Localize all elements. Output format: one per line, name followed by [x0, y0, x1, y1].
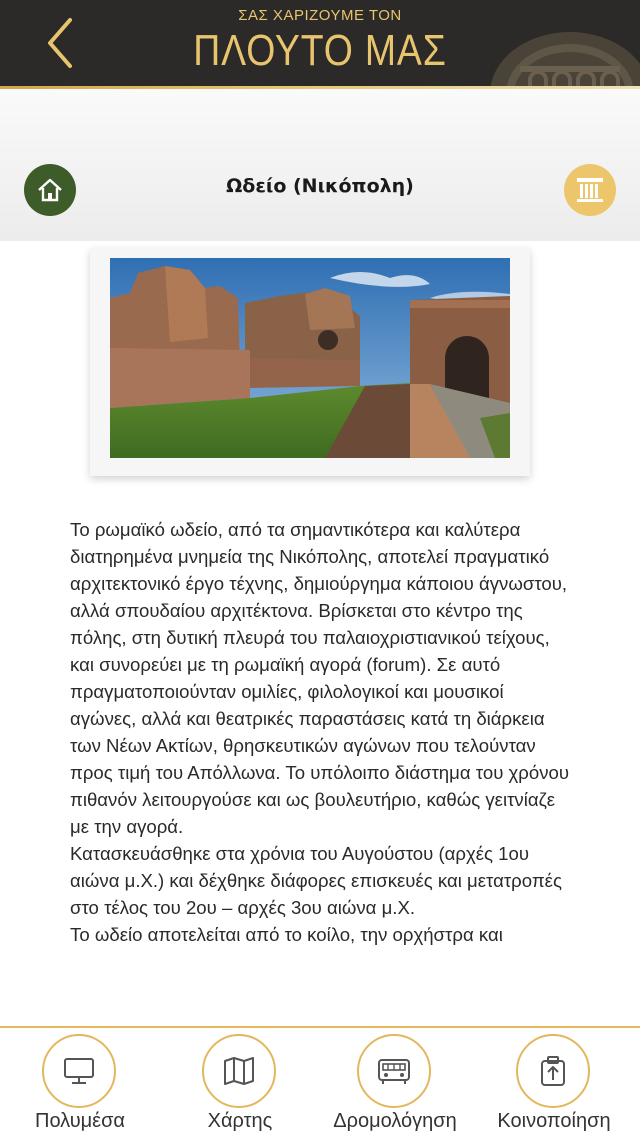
pillar-icon: [574, 175, 606, 205]
nav-routing[interactable]: [315, 1032, 475, 1136]
brand-subtitle: ΣΑΣ ΧΑΡΙΖΟΥΜΕ ΤΟΝ: [238, 7, 402, 24]
nav-multimedia-label: Πολυμέσα: [35, 1110, 125, 1132]
article-paragraph: Το ωδείο αποτελείται από το κοίλο, την ορχήστρα και: [70, 924, 503, 945]
monument-photo[interactable]: [110, 258, 510, 458]
nav-map-button[interactable]: [202, 1034, 276, 1108]
map-icon: [221, 1054, 257, 1088]
article-body: [70, 516, 570, 1028]
nav-share-label: Κοινοποίηση: [497, 1110, 611, 1132]
nav-multimedia-button[interactable]: [42, 1034, 116, 1108]
bus-icon: [375, 1054, 413, 1088]
nav-routing-button[interactable]: [357, 1034, 431, 1108]
article-paragraph: Το ρωμαϊκό ωδείο, από τα σημαντικότερα και καλύτερα διατηρημένα μνημεία της Νικόπολης, αποτελεί πραγματικό αρχιτεκτονικό έργο τέχνης, δημιούργημα κάποιου άγνωστου, αλλά σπουδαίου αρχιτέκτονα. Βρίσκεται στο κέντρο της πόλης, στη δυτική πλευρά του παλαιοχριστιανικού τείχους, και συνορεύει με τη ρωμαϊκή αγορά (forum). Σε αυτό πραγματοποιούνταν ομιλίες, φιλολογικοί και μουσικοί αγώνες, αλλά και θεατρικές παραστάσεις κατά τη διάρκεια των Νέων Ακτίων, θρησκευτικών αγώνων που τελούνταν προς τιμή του Απόλλωνα. Το υπόλοιπο διάστημα του χρόνου πιθανόν λειτουργούσε και ως βουλευτήριο, καθώς γειτνίαζε με την αγορά.: [70, 519, 570, 837]
nav-map[interactable]: [160, 1032, 320, 1136]
photo-frame: [90, 248, 530, 476]
nav-share-button[interactable]: [516, 1034, 590, 1108]
monument-decoration-icon: [480, 14, 640, 86]
article-paragraph: Κατασκευάσθηκε στα χρόνια του Αυγούστου (αρχές 1ου αιώνα μ.Χ.) και δέχθηκε διάφορες επισκευές και μετατροπές στο τέλος του 2ου – αρχές 3ου αιώνα μ.Χ.: [70, 843, 562, 918]
home-icon: [35, 175, 65, 205]
monitor-icon: [61, 1054, 97, 1088]
nav-multimedia[interactable]: [0, 1032, 160, 1136]
brand-title: ΠΛΟΥΤΟ ΜΑΣ: [193, 26, 447, 75]
title-bar: [0, 89, 640, 241]
nav-map-label: Χάρτης: [207, 1110, 273, 1132]
bottom-navigation: [0, 1026, 640, 1136]
share-icon: [535, 1053, 571, 1089]
monuments-button[interactable]: [564, 164, 616, 216]
nav-routing-label: Δρομολόγηση: [333, 1110, 457, 1132]
app-header: [0, 0, 640, 86]
home-button[interactable]: [24, 164, 76, 216]
nav-share[interactable]: [474, 1032, 634, 1136]
page-title: Ωδείο (Νικόπολη): [226, 175, 414, 197]
odeon-ruins-image: [110, 258, 510, 458]
